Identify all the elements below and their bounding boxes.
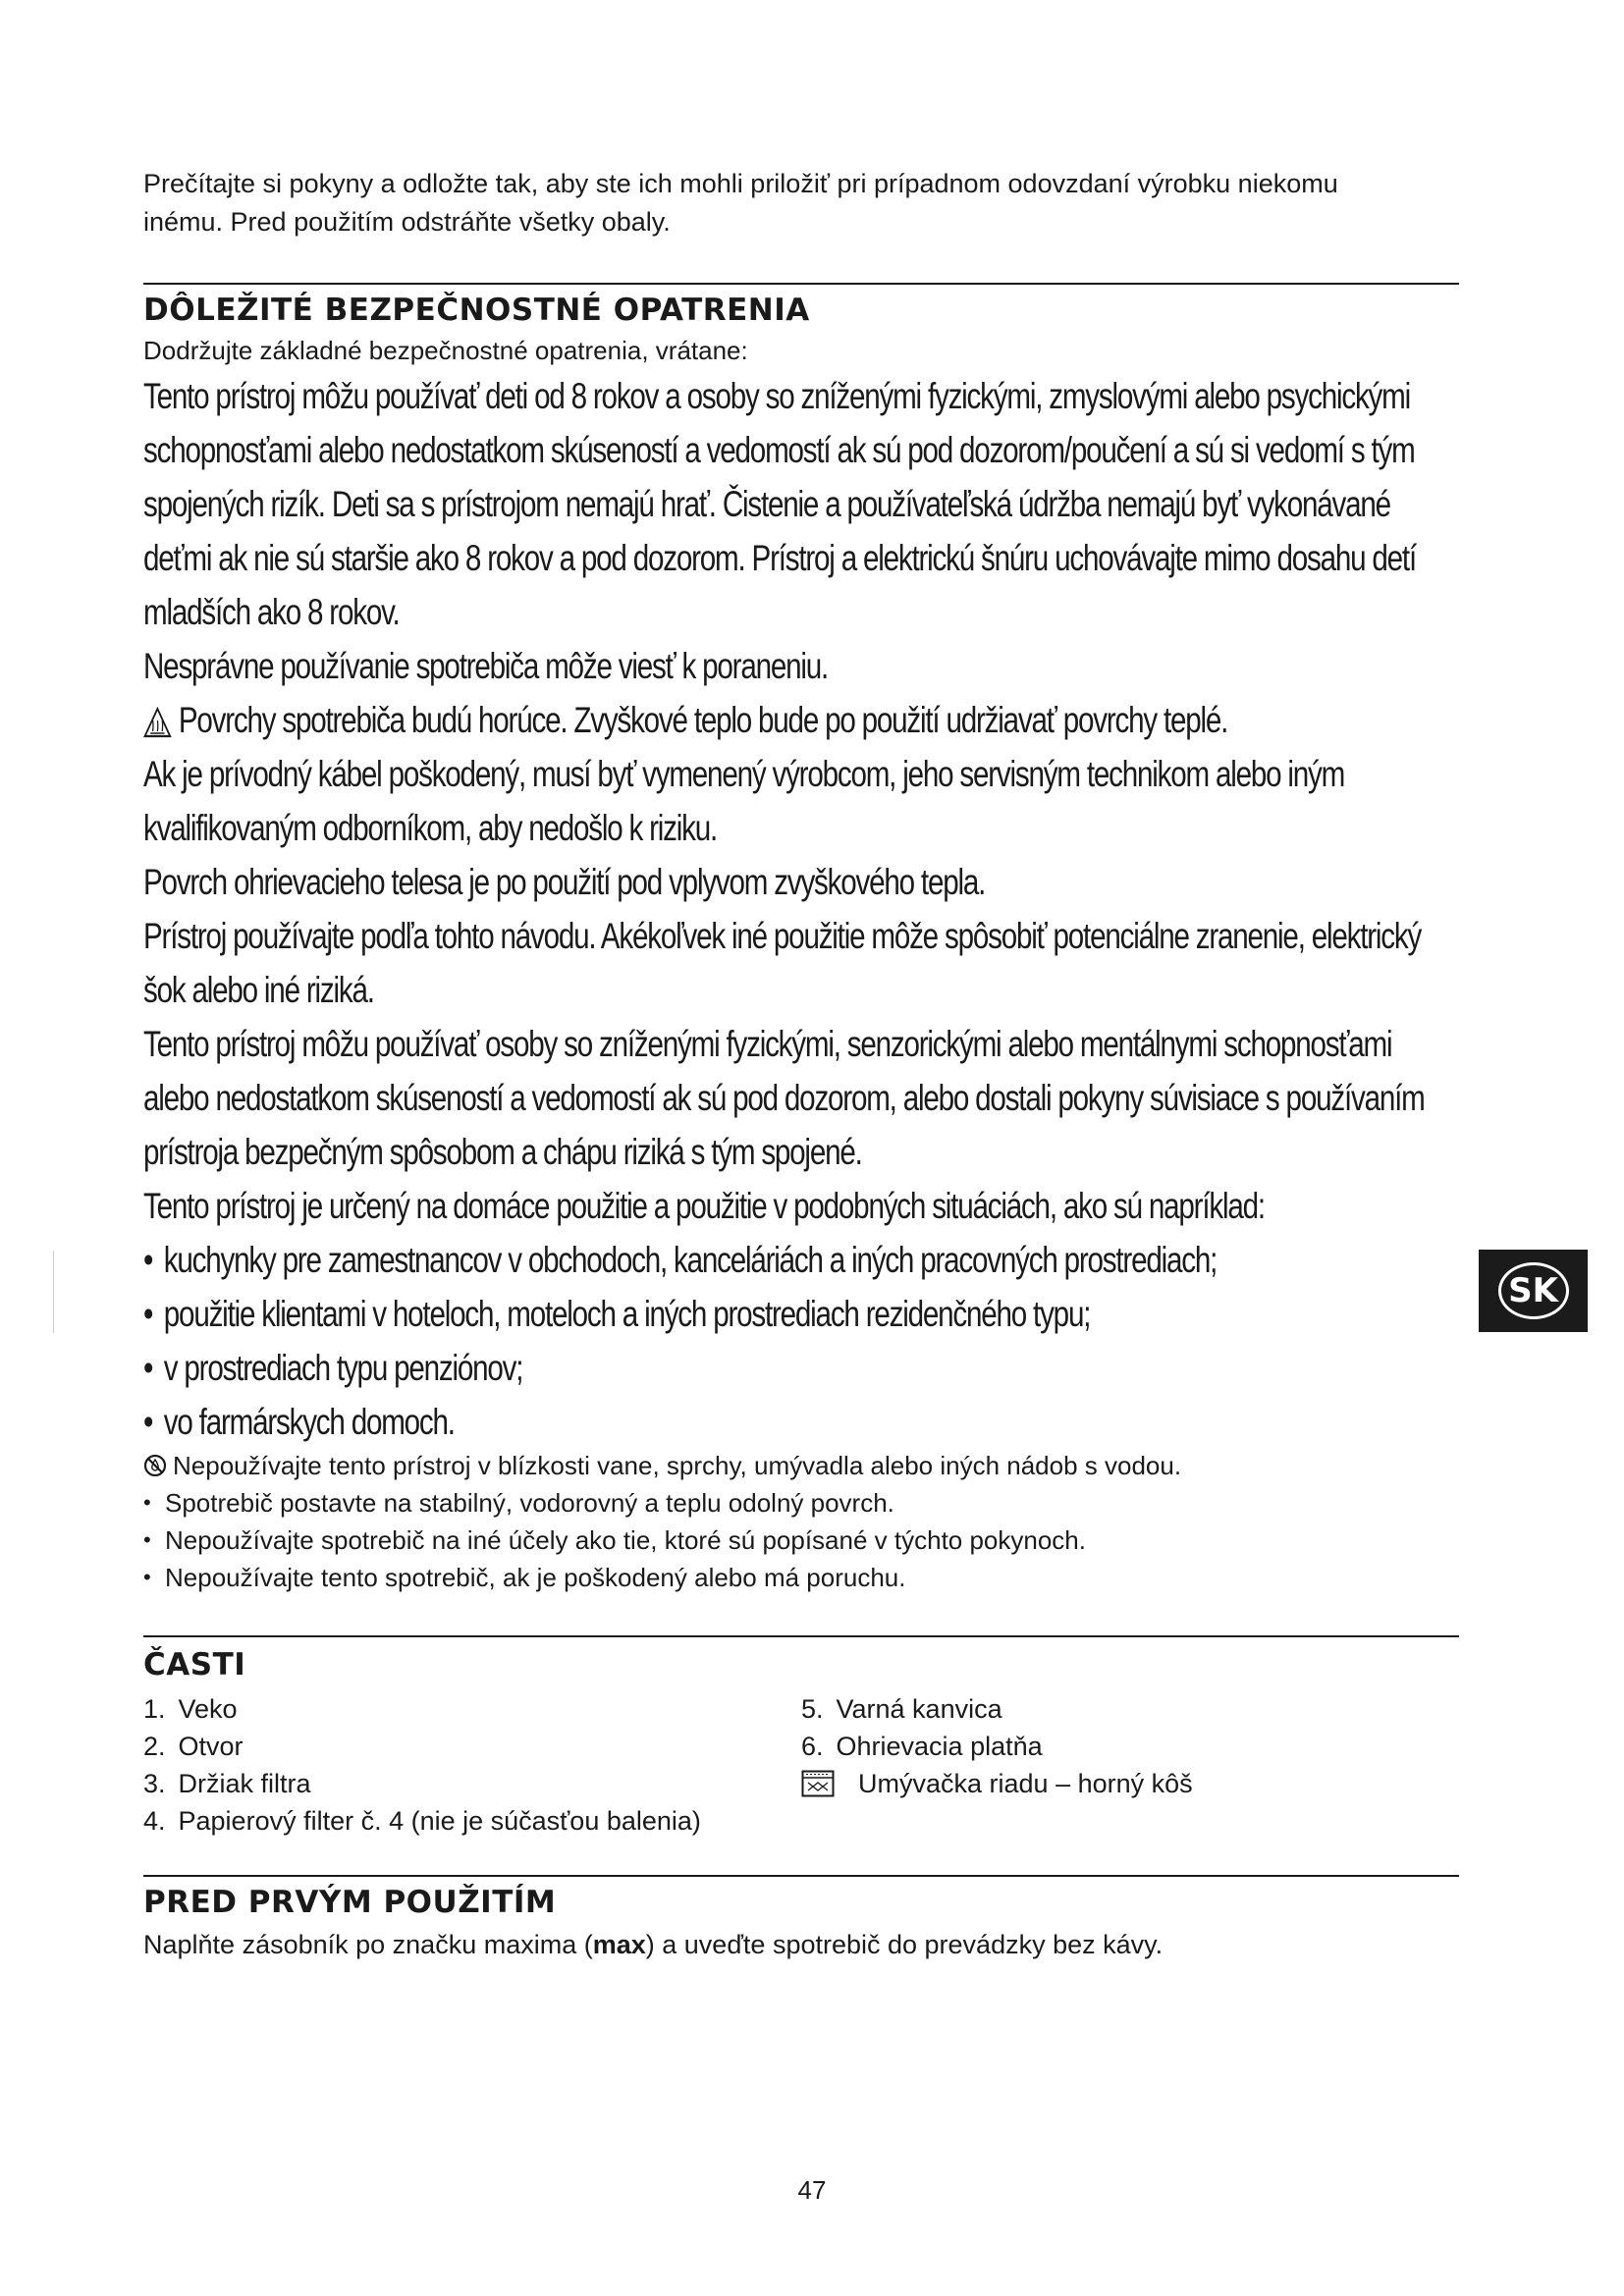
bullet-icon: • — [143, 1565, 151, 1589]
part-item — [801, 1728, 1459, 1765]
part-label: Varná kanvica — [836, 1694, 1002, 1724]
no-water-warning — [143, 1447, 1459, 1484]
part-label: Papierový filter č. 4 (nie je súčasťou balenia) — [178, 1806, 701, 1836]
section-divider — [143, 1875, 1459, 1877]
bullet-icon: • — [143, 1348, 153, 1388]
parts-heading: ČASTI — [143, 1647, 246, 1682]
no-water-icon — [143, 1454, 167, 1477]
list-item-text: v prostrediach typu penziónov; — [163, 1348, 523, 1388]
hot-surface-warning-icon — [143, 707, 172, 738]
safety-notes — [143, 1447, 1459, 1596]
first-use-text-start: Naplňte zásobník po značku maxima ( — [143, 1930, 593, 1959]
bullet-icon: • — [143, 1490, 151, 1515]
safety-paragraph: Tento prístroj môžu používať deti od 8 rokov a osoby so zníženými fyzickými, zmyslovými alebo psychickými schopnosťami alebo nedostatkom skúseností a vedomostí ak sú pod dozorom/poučení a sú si vedomí s tým spojených rizík. Deti sa s prístrojom nemajú hrať. Čistenie a používateľská údržba nemajú byť vykonávané deťmi ak nie sú staršie ako 8 rokov a pod dozorom. Prístroj a elektrickú šnúru uchovávajte mimo dosahu detí mladších ako 8 rokov. — [143, 376, 1416, 632]
safety-paragraph: Tento prístroj je určený na domáce použitie a použitie v podobných situáciách, ako sú napríklad: — [143, 1186, 1265, 1226]
list-item-text: Nepoužívajte tento spotrebič, ak je poškodený alebo má poruchu. — [165, 1563, 906, 1592]
part-number: 5. — [801, 1694, 824, 1724]
list-item — [143, 1395, 1459, 1449]
list-item-text: vo farmárskych domoch. — [163, 1402, 455, 1442]
language-tab — [1479, 1250, 1588, 1332]
part-item — [143, 1728, 801, 1765]
part-label: Držiak filtra — [178, 1769, 311, 1798]
part-number: 6. — [801, 1732, 824, 1761]
part-item — [143, 1802, 801, 1840]
part-number: 2. — [143, 1732, 166, 1761]
parts-list — [143, 1690, 1459, 1840]
bullet-icon: • — [143, 1527, 151, 1552]
part-number: 1. — [143, 1694, 166, 1724]
section-divider — [143, 283, 1459, 285]
part-item — [801, 1765, 1459, 1802]
list-item — [143, 1341, 1459, 1395]
part-label: Veko — [178, 1694, 238, 1724]
part-item — [801, 1690, 1459, 1728]
safety-paragraph: Prístroj používajte podľa tohto návodu. Akékoľvek iné použitie môže spôsobiť potenciálne zranenie, elektrický šok alebo iné riziká. — [143, 916, 1422, 1010]
bullet-icon: • — [143, 1402, 153, 1442]
language-badge: SK — [1498, 1262, 1569, 1319]
usage-list — [143, 1233, 1459, 1449]
first-use-text — [143, 1926, 1459, 1964]
list-item — [143, 1233, 1459, 1287]
first-use-text-end: ) a uveďte spotrebič do prevádzky bez kávy. — [645, 1930, 1164, 1959]
bullet-icon: • — [143, 1240, 153, 1280]
max-mark-label: max — [592, 1930, 646, 1959]
safety-heading: DÔLEŽITÉ BEZPEČNOSTNÉ OPATRENIA — [143, 293, 810, 328]
first-use-heading: PRED PRVÝM POUŽITÍM — [143, 1885, 557, 1920]
page-content — [143, 165, 1459, 1964]
safety-subheading: Dodržujte základné bezpečnostné opatrenia, vrátane: — [143, 336, 748, 365]
bullet-icon: • — [143, 1294, 153, 1334]
part-number: 3. — [143, 1769, 166, 1798]
list-item-text: Nepoužívajte spotrebič na iné účely ako tie, ktoré sú popísané v týchto pokynoch. — [165, 1525, 1086, 1555]
part-item — [143, 1765, 801, 1802]
safety-instructions — [143, 369, 1459, 1449]
parts-column-right — [801, 1690, 1459, 1840]
margin-mark — [53, 1251, 54, 1333]
safety-paragraph: Ak je prívodný kábel poškodený, musí byť vymenený výrobcom, jeho servisným technikom alebo iným kvalifikovaným odborníkom, aby nedošlo k riziku. — [143, 754, 1345, 848]
parts-column-left — [143, 1690, 801, 1840]
safety-paragraph: Nesprávne používanie spotrebiča môže viesť k poraneniu. — [143, 646, 829, 686]
intro-line-1: Prečítajte si pokyny a odložte tak, aby ste ich mohli priložiť pri prípadnom odovzdaní výrobku niekomu — [143, 169, 1338, 198]
dishwasher-icon — [801, 1770, 835, 1797]
hot-surface-text: Povrchy spotrebiča budú horúce. Zvyškové teplo bude po použití udržiavať povrchy teplé. — [178, 700, 1228, 740]
part-label: Otvor — [178, 1732, 244, 1761]
part-label: Ohrievacia platňa — [836, 1732, 1043, 1761]
part-number: 4. — [143, 1806, 166, 1836]
section-divider — [143, 1635, 1459, 1637]
no-water-text: Nepoužívajte tento prístroj v blízkosti vane, sprchy, umývadla alebo iných nádob s vodou. — [173, 1451, 1182, 1480]
page-number: 47 — [797, 2175, 827, 2205]
safety-paragraph: Povrch ohrievacieho telesa je po použití pod vplyvom zvyškového tepla. — [143, 862, 986, 902]
safety-paragraph: Tento prístroj môžu používať osoby so zníženými fyzickými, senzorickými alebo mentálnymi schopnosťami alebo nedostatkom skúseností a vedomostí ak sú pod dozorom, alebo dostali pokyny súvisiace s používaním prístroja bezpečným spôsobom a chápu riziká s tým spojené. — [143, 1024, 1425, 1172]
intro-text — [143, 165, 1459, 241]
dishwasher-label: Umývačka riadu – horný kôš — [858, 1769, 1193, 1798]
part-item — [143, 1690, 801, 1728]
list-item — [143, 1287, 1459, 1341]
list-item-text: Spotrebič postavte na stabilný, vodorovný a teplu odolný povrch. — [165, 1488, 894, 1518]
list-item — [143, 1484, 1459, 1522]
list-item — [143, 1522, 1459, 1559]
list-item — [143, 1559, 1459, 1596]
hot-surface-warning — [143, 693, 1459, 747]
list-item-text: kuchynky pre zamestnancov v obchodoch, kanceláriách a iných pracovných prostrediach; — [163, 1240, 1218, 1280]
list-item-text: použitie klientami v hoteloch, moteloch a iných prostrediach rezidenčného typu; — [163, 1294, 1091, 1334]
intro-line-2: inému. Pred použitím odstráňte všetky obaly. — [143, 207, 671, 237]
